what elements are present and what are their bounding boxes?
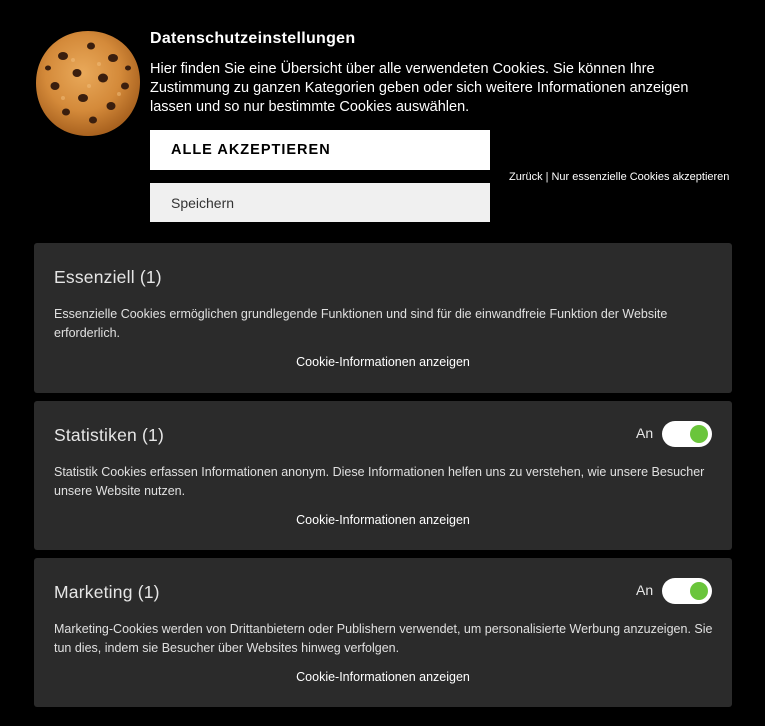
page-title: Datenschutzeinstellungen — [150, 30, 356, 47]
toggle-state-label: An — [636, 582, 654, 598]
cookie-info-link[interactable]: Cookie-Informationen anzeigen — [296, 670, 470, 684]
accept-all-button[interactable]: ALLE AKZEPTIEREN — [150, 130, 490, 170]
privacy-settings-header — [0, 0, 765, 240]
statistics-toggle[interactable] — [662, 421, 712, 447]
save-button[interactable]: Speichern — [150, 183, 490, 222]
category-panel-essential — [34, 243, 732, 393]
category-description: Essenzielle Cookies ermöglichen grundlegende Funktionen und sind für die einwandfreie Funktion der Website erforderlich. — [54, 307, 668, 340]
category-panel-statistics — [34, 401, 732, 550]
category-description: Marketing-Cookies werden von Drittanbietern oder Publishern verwendet, um personalisierte Werbung anzuzeigen. Sie tun dies, indem sie Besucher über Websites hinweg verfolgen. — [54, 622, 713, 655]
cookie-info-link[interactable]: Cookie-Informationen anzeigen — [296, 355, 470, 369]
marketing-toggle[interactable] — [662, 578, 712, 604]
toggle-knob — [690, 582, 708, 600]
category-title: Marketing (1) — [54, 582, 160, 602]
category-description: Statistik Cookies erfassen Informationen anonym. Diese Informationen helfen uns zu verstehen, wie unsere Besucher unsere Website nutzen. — [54, 465, 705, 498]
category-title: Statistiken (1) — [54, 425, 164, 445]
cookie-image — [33, 28, 143, 138]
accept-essential-only-link[interactable]: Nur essenzielle Cookies akzeptieren — [551, 171, 730, 183]
category-title: Essenziell (1) — [54, 267, 162, 287]
link-separator: | — [545, 171, 549, 183]
back-link[interactable]: Zurück — [509, 171, 543, 183]
secondary-links — [509, 171, 729, 183]
intro-text: Hier finden Sie eine Übersicht über alle verwendeten Cookies. Sie können Ihre Zustimmung zu ganzen Kategorien geben oder sich weitere Informationen anzeigen lassen und so nur bestimmte Cookies auswählen. — [150, 61, 689, 115]
category-panel-marketing — [34, 558, 732, 707]
toggle-knob — [690, 425, 708, 443]
cookie-info-link[interactable]: Cookie-Informationen anzeigen — [296, 513, 470, 527]
toggle-state-label: An — [636, 425, 654, 441]
